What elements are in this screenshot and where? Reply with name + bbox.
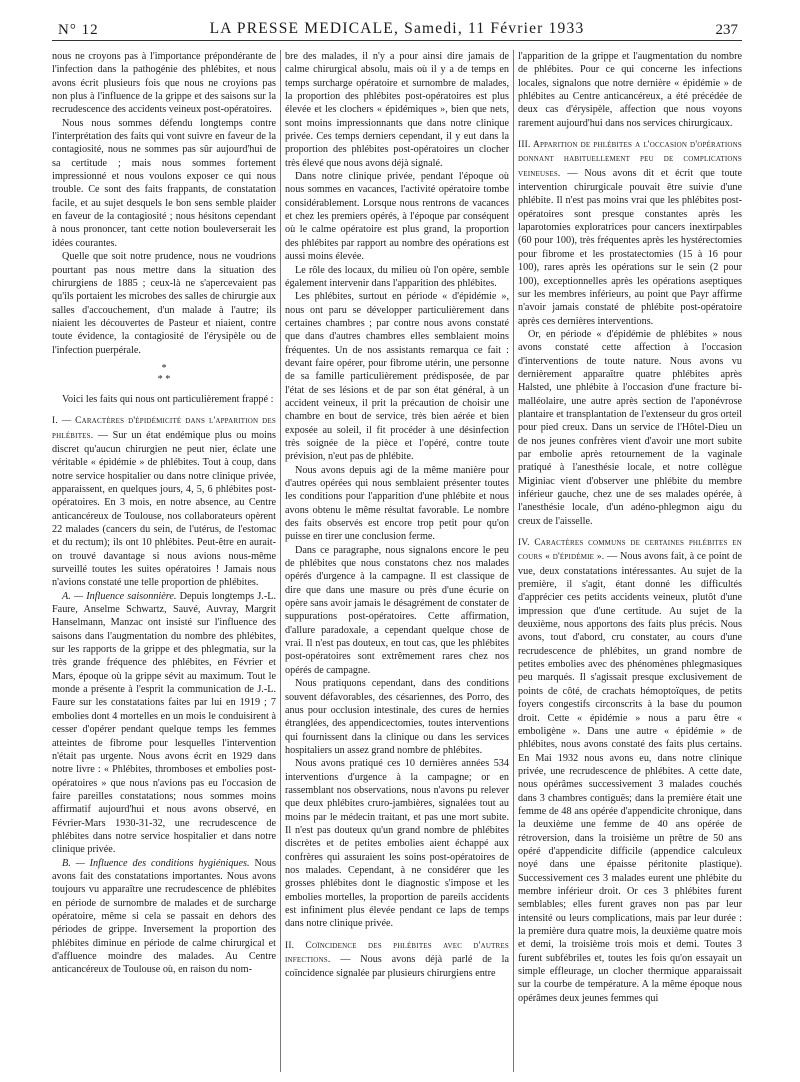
article-body [52,50,742,1072]
paragraph: bre des malades, il n'y a pour ainsi dire jamais de calme chirurgical absolu, mais où il y a de temps en temps surcharge opératoire et surnombre de malades, la proportion des phlébites post-opératoires est plus élevée et les clochers « épidémiques », bien que nets, sont moins impressionnants que dans notre clinique privée. Ces temps derniers cependant, il y eut dans la proportion des phlébites post-opératoires un clocher très élevé que nous avons déjà signalé. [285,51,509,169]
paragraph: Quelle que soit notre prudence, nous ne voudrions pourtant pas nous mettre dans la situation des chirurgiens de 1885 ; ceux-là ne s'apercevaient pas qu'ils portaient les microbes des salles de chirurgie aux salles d'accouchement, d'un malade à l'autre; ils niaient les découvertes de Pasteur et niaient, contre toute évidence, la contagiosité de l'érysipèle ou de l'infection puerpérale. [52,251,276,356]
section-separator: * * * [157,362,171,385]
column-3 [518,50,742,1072]
paragraph: l'apparition de la grippe et l'augmentation du nombre de phlébites. Pour ce qui concerne les infections locales, signalons que notre dernière « épidémie » de phlébites au Centre anticancéreux, a été précédée de deux cas d'érysipèle, affection que nous voyons rarement aujourd'hui dans nos services chirurgicaux. [518,51,742,129]
paragraph: Nous avons pratiqué ces 10 dernières années 534 interventions d'urgence à la campagne; or en rassemblant nos observations, nous n'avons pu relever que deux phlébites cruro-jambières, signalées tout au moins par le médecin traitant, et pas une mort subite. Il n'est pas douteux qu'un grand nombre de phlébites discrètes et de petites embolies aient échappé aux confrères qui assuraient les soins post-opératoires de nos malades. Cependant, à ne considérer que les grosses phlébites dont le diagnostic s'impose et les embolies mortelles, la proportion de pareils accidents est infiniment plus élevée pendant ce laps de temps dans notre clinique privée. [285,758,509,930]
column-2 [285,50,509,1072]
masthead-line [52,20,742,38]
section-3-body: — Nous avons dit et écrit que toute intervention chirurgicale pouvait être suivie d'une phlébite. Il n'est pas moins vrai que les phlébites post-opératoires sont presque constantes après les laparotomies exploratrices pour cancers inextirpables (60 pour 100), très fréquentes après les hystérectomies pour fibrome et les prostatectomies (15 à 16 pour 100), rares après les opérations sur le sein (2 pour 100), exceptionnelles après les opérations aseptiques sur les membres inférieurs, au point que Payr affirme n'avoir jamais constaté de phlébite post-opératoire après ces dernières interventions. [518,167,742,327]
section-2 [285,939,509,981]
spacer [518,130,742,138]
section-4-body: — Nous avons fait, à ce point de vue, deux constatations intéressantes. Au sujet de la première, il s'agit, étant donné les difficultés d'apprécier ces petits accidents veineux, plutôt d'une impression que d'une certitude. Au sujet de la deuxième, nous apportons des faits plus précis. Nous avons, tout d'abord, cru constater, au cours d'une recrudescence de phlébites, un grand nombre de petites embolies avec des phénomènes phlegmasiques peu marqués. Il s'agissait presque exclusivement de points de côté, de crachats hémoptoïques, de petits foyers congestifs circonscrits à la base du poumon droit. Cette « épidémie » nous a paru être « emboligène ». Dans une autre « épidémie » de phlébites, nous avons constaté des faits plus certains. En Mai 1932 nous avons eu, dans notre clinique privée, une recrudescence de phlébites. A cette date, nous opérâmes successivement 3 malades couchés dans 3 chambres contiguës; dans la première était une femme de 48 ans opérée d'appendicite chronique, dans la deuxième une femme de 40 ans opérée de rétroversion, dans la troisième un prêtre de 50 ans opéré d'appendicite difficile (appendice calculeux noyé dans une épaisse péritonite plastique). Successivement ces 3 malades eurent une phlébite du membre inférieur droit. Or ces 3 phlébites furent semblables; elles furent graves non pas par leur intensité ou leurs complications, mais par leur durée : la première dura quatre mois, la deuxième quatre mois et demi, la troisième trois mois et demi. Toutes 3 furent subfébriles et, toutes les fois qu'on essayait un simple effleurage, un clocher thermique apparaissait sur la courbe de température. A la même époque nous opérâmes deux jeunes femmes qui [518,551,742,1004]
section-1-body: — Sur un état endémique plus ou moins discret qu'aucun chirurgien ne peut nier, éclate une véritable « épidémie » de phlébites. Tout à coup, dans notre service hospitalier ou dans notre clinique privée, apparaissent, en quelques jours, 4, 5, 6 phlébites post-opératoires. En 3 mois, en notre absence, au Centre anticancéreux de Toulouse, nos collaborateurs opèrent 22 malades (cancers du sein, de l'utérus, de l'estomac et du rectum); ils ont 10 phlébites. Peut-être en aurait-on trouvé davantage si nous avions nous-même surveillé toutes les suites opératoires ! Jamais nous n'avions constaté une telle proportion de phlébites. [52,429,276,589]
section-3 [518,138,742,328]
section-2-body: — Nous avons déjà parlé de la coïncidence signalée par plusieurs chirurgiens entre [285,954,509,980]
paragraph: Dans ce paragraphe, nous signalons encore le peu de phlébites que nous constatons chez nos malades opérés d'urgence à la campagne. Il est classique de dire que dans une masure ou près d'une écurie on opère sans avoir jamais le désagrément de constater de suppurations post-opératoires. Cette affirmation, d'allure paradoxale, a cependant quelque chose de vrai. Il n'est pas douteux, en tout cas, que les phlébites post-opératoires sont extrêmement rares chez nos opérés de campagne. [285,544,509,676]
subsection-a-title: A. — Influence saisonnière. [62,590,177,602]
section-4-title: IV. Caractères communs de certaines phlébites en cours « d'épidémie ». [518,538,742,563]
page-header [52,18,742,41]
paragraph: Les phlébites, surtout en période « d'épidémie », nous ont paru se développer particulièrement dans certaines chambres ; par contre nous avons constaté que dans d'autres chambres elles semblaient moins fréquentes. Un de nos assistants remarqua ce fait : devant faire opérer, pour fibrome utérin, une personne de sa famille particulièrement prédisposée, de par l'état de ses lésions et de par son état général, à un accident veineux, il prit la précaution de choisir une chambre en bout de service, très bien aérée et bien exposée au soleil, il fit procéder à une désinfection très soignée de la pièce et l'opéré, contre toute prévision, n'eut pas de phlébite. [285,291,509,463]
section-1-title: I. — Caractères d'épidémicité dans l'apparition des phlébites. [52,416,276,441]
paragraph: nous ne croyons pas à l'importance prépondérante de l'infection dans la pathogénie des phlébites, et nous avons écrit plusieurs fois que nous ne croyions pas non plus à l'influence de la grippe et des saisons sur la recrudescence des accidents veineux post-opératoires. [52,51,276,116]
subsection-b-title: B. — Influence des conditions hygiéniques. [62,857,250,869]
paragraph: Nous avons depuis agi de la même manière pour d'autres opérées qui nous semblaient présenter toutes les conditions pour l'apparition d'une phlébite et nous avons obtenu le même résultat favorable. Le nombre des faits observés est encore trop petit pour qu'on puisse en tirer une conclusion ferme. [285,464,509,543]
paragraph: Nous pratiquons cependant, dans des conditions souvent défavorables, des césariennes, des Porro, des anus pour occlusion intestinale, des cures de hernies étranglées, des appendicectomies, toutes interventions qui fournissent dans la clinique ou dans les services hospitaliers un assez grand nombre de phlébites. [285,678,509,756]
spacer [285,931,509,939]
issue-number: N° 12 [58,22,99,38]
paragraph: Nous nous sommes défendu longtemps contre l'interprétation des faits qui vont suivre en faveur de la contagiosité, nous ne sommes pas sûr aujourd'hui de sa certitude ; mais nous sommes fortement impressionné et nous voulons exposer ce qui nous trouble. Ce sont des faits frappants, de constatation facile, et au sujet desquels le bon sens semble plaider en faveur de la contagiosité ; nous hésitons cependant à nous prononcer, tant cette notion bouleverserait les idées courantes. [52,117,276,249]
spacer [52,406,276,414]
page-number: 237 [715,22,738,38]
column-1 [52,50,276,1072]
subsection-a-body: Depuis longtemps J.-L. Faure, Anselme Schwartz, Sauvé, Auvray, Margrit Hanselmann, Manzac ont insisté sur l'influence des saisons dans l'augmentation du nombre des phlébites, sur les rapports de la grippe et des phlegmatia, sur la très grande fréquence des phlébites, en Février et Mars, époque où la grippe sévit au maximum. Tout le monde a présente à l'esprit la communication de J.-L. Faure sur les constatations faites par lui en 1919 ; 7 embolies dont 4 mortelles en un mois le conduisirent à cesser d'opérer pendant quelque temps les femmes atteintes de fibrome pour lesquelles l'intervention n'était pas urgente. Nous avons écrit en 1929 dans notre livre : « Phlébites, thromboses et embolies post-opératoires » que nous n'avions pas eu l'occasion de faire pareilles constatations; nous sommes moins affirmatif aujourd'hui et nous avons observé, en Février-Mars 1930-31-32, une recrudescence de phlébites dans notre service hospitalier et dans notre clinique privée. [52,590,276,856]
paragraph: Dans notre clinique privée, pendant l'époque où nous sommes en vacances, l'activité opératoire tombe considérablement. Lorsque nous rentrons de vacances et chez les premiers opérés, à l'époque par conséquent où le calme opératoire est plus grand, la proportion des phlébites par rapport au nombre des opérations est aussi moins élevée. [285,171,509,263]
issue-date: Samedi, 11 Février 1933 [404,20,585,37]
journal-title: LA PRESSE MEDICALE, [209,20,400,37]
section-2-title: II. Coïncidence des phlébites avec d'autres infections. [285,940,509,966]
spacer [518,528,742,536]
paragraph: Le rôle des locaux, du milieu où l'on opère, semble également intervenir dans l'apparition des phlébites. [285,264,509,289]
section-4 [518,536,742,1005]
paragraph: Or, en période « d'épidémie de phlébites » nous avons constaté cette affection à l'occasion d'interventions de toute nature. Nous avons vu dernièrement apparaître quatre phlébites après Halsted, une phlébite à l'occasion d'une fracture bi-malléolaire, une autre après section de l'aponévrose plantaire et transplantation de l'extenseur du gros orteil pour pied creux. Dans un service de l'Hôtel-Dieu un de nos jeunes confrères vient d'avoir une mort subite par embolie après retournement de la vaginale pratiqué à l'anesthésie locale, et notre collègue Miginiac vient d'observer une phlébite du membre inférieur gauche, chez une de ses malades opérée, à l'anesthésie locale, d'un adéno-phlegmon aigu du creux de l'aisselle. [518,328,742,527]
subsection-b [52,857,276,977]
subsection-b-body: Nous avons fait des constatations importantes. Nous avons toujours vu apparaître une recrudescence de phlébites en période de surnombre de malades et de surcharge opératoire, même si cela se passait en dehors des périodes de grippe. Inversement la proportion des phlébites diminue en période de calme chirurgical et d'affluence moindre des malades. Au Centre anticancéreux de Toulouse où, en raison du nom- [52,857,276,976]
section-3-title: III. Apparition de phlébites a l'occasion d'opérations donnant habituellement peu de complications veineuses. [518,140,742,179]
paragraph: Voici les faits qui nous ont particulièrement frappé : [62,393,274,405]
subsection-a [52,590,276,857]
section-1 [52,414,276,589]
